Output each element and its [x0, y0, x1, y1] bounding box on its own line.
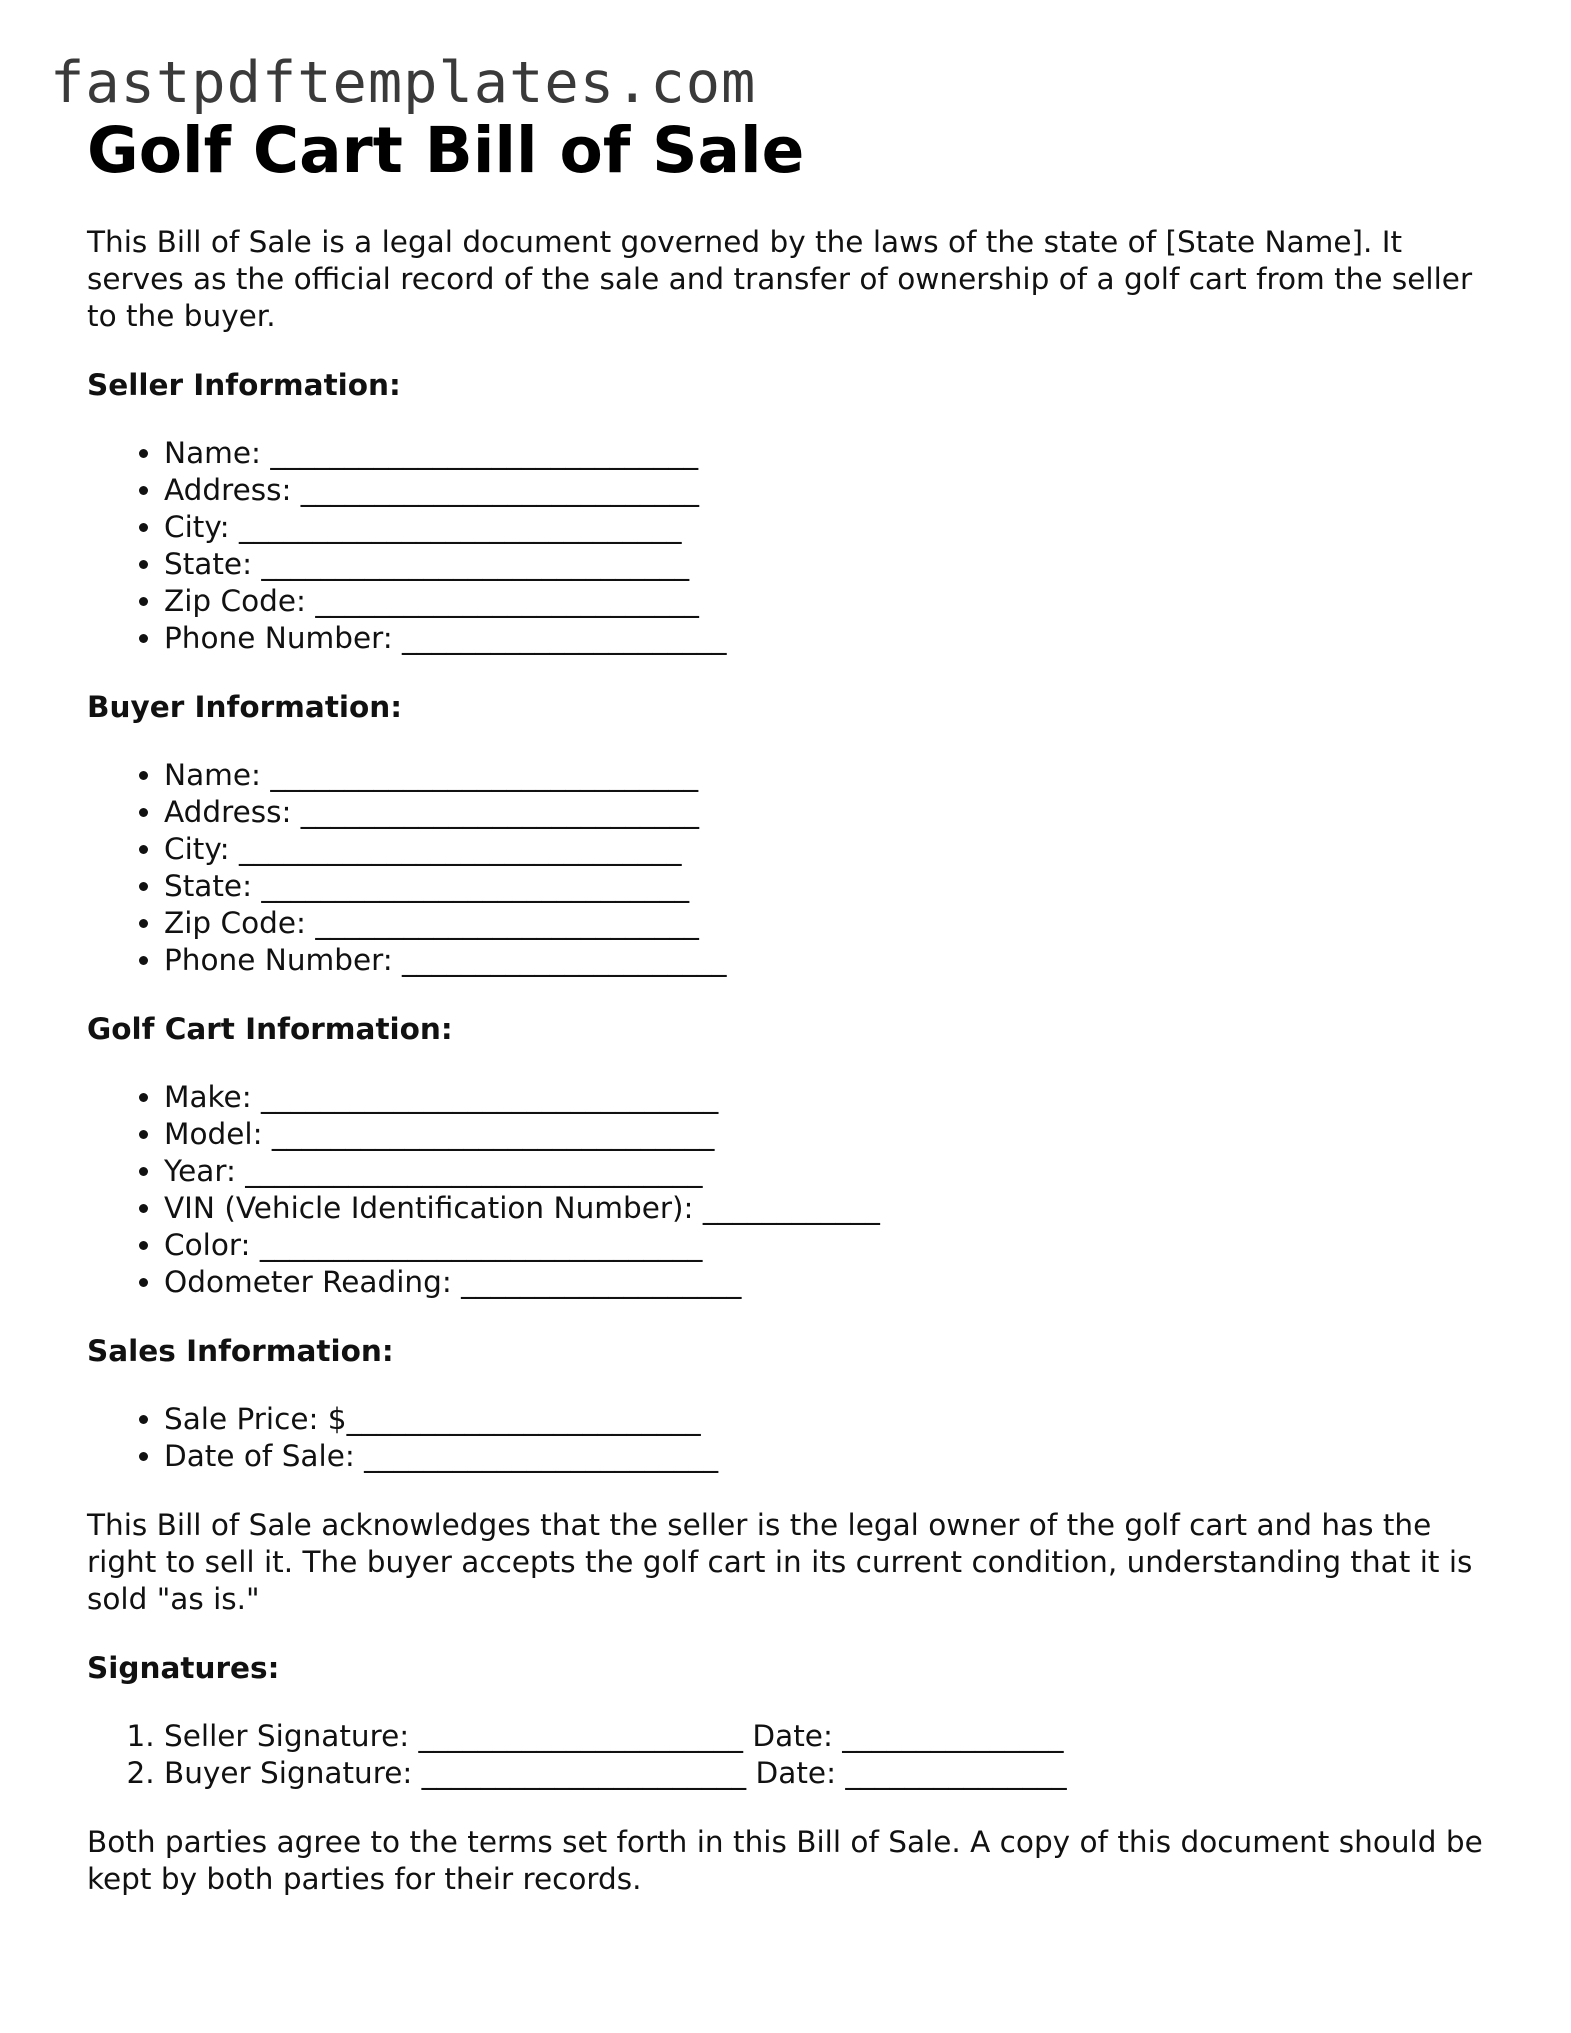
acknowledgement-paragraph: This Bill of Sale acknowledges that the seller is the legal owner of the golf cart and has the right to sell it. The buyer accepts the golf cart in its current condition, understanding that it is sold "as is." — [87, 1508, 1473, 1616]
seller-signature-line: 1. Seller Signature: ______________________ Date: _______________ — [164, 1718, 1507, 1755]
cart-make-field: • Make: _______________________________ — [164, 1079, 1507, 1116]
cart-list — [87, 1079, 1507, 1301]
seller-list — [87, 435, 1507, 657]
sales-list — [87, 1401, 1507, 1475]
signatures-heading: Signatures: — [87, 1651, 280, 1685]
buyer-address-field: • Address: ___________________________ — [164, 794, 1507, 831]
buyer-state-field: • State: _____________________________ — [164, 868, 1507, 905]
buyer-heading: Buyer Information: — [87, 690, 403, 724]
buyer-list — [87, 757, 1507, 979]
seller-zip-field: • Zip Code: __________________________ — [164, 583, 1507, 620]
buyer-zip-field: • Zip Code: __________________________ — [164, 905, 1507, 942]
cart-heading: Golf Cart Information: — [87, 1012, 453, 1046]
buyer-phone-field: • Phone Number: ______________________ — [164, 942, 1507, 979]
buyer-city-field: • City: ______________________________ — [164, 831, 1507, 868]
seller-state-field: • State: _____________________________ — [164, 546, 1507, 583]
seller-city-field: • City: ______________________________ — [164, 509, 1507, 546]
cart-vin-field: • VIN (Vehicle Identification Number): ____________ — [164, 1190, 1507, 1227]
sale-date-field: • Date of Sale: ________________________ — [164, 1438, 1507, 1475]
sales-heading: Sales Information: — [87, 1334, 394, 1368]
buyer-name-field: • Name: _____________________________ — [164, 757, 1507, 794]
cart-model-field: • Model: ______________________________ — [164, 1116, 1507, 1153]
closing-paragraph: Both parties agree to the terms set forth in this Bill of Sale. A copy of this document should be kept by both parties for their records. — [87, 1825, 1483, 1896]
seller-name-field: • Name: _____________________________ — [164, 435, 1507, 472]
watermark: fastpdftemplates.com — [50, 50, 757, 116]
sale-price-field: • Sale Price: $________________________ — [164, 1401, 1507, 1438]
buyer-signature-line: 2. Buyer Signature: ______________________ Date: _______________ — [164, 1755, 1507, 1792]
seller-phone-field: • Phone Number: ______________________ — [164, 620, 1507, 657]
cart-color-field: • Color: ______________________________ — [164, 1227, 1507, 1264]
cart-year-field: • Year: _______________________________ — [164, 1153, 1507, 1190]
seller-heading: Seller Information: — [87, 368, 401, 402]
intro-paragraph: This Bill of Sale is a legal document governed by the laws of the state of [State Name]. It serves as the official record of the sale and transfer of ownership of a golf cart from the seller to the buyer. — [87, 225, 1473, 333]
document-title: Golf Cart Bill of Sale — [87, 114, 805, 187]
cart-odometer-field: • Odometer Reading: ___________________ — [164, 1264, 1507, 1301]
signatures-list — [87, 1718, 1507, 1792]
seller-address-field: • Address: ___________________________ — [164, 472, 1507, 509]
document-body — [87, 112, 1507, 1898]
